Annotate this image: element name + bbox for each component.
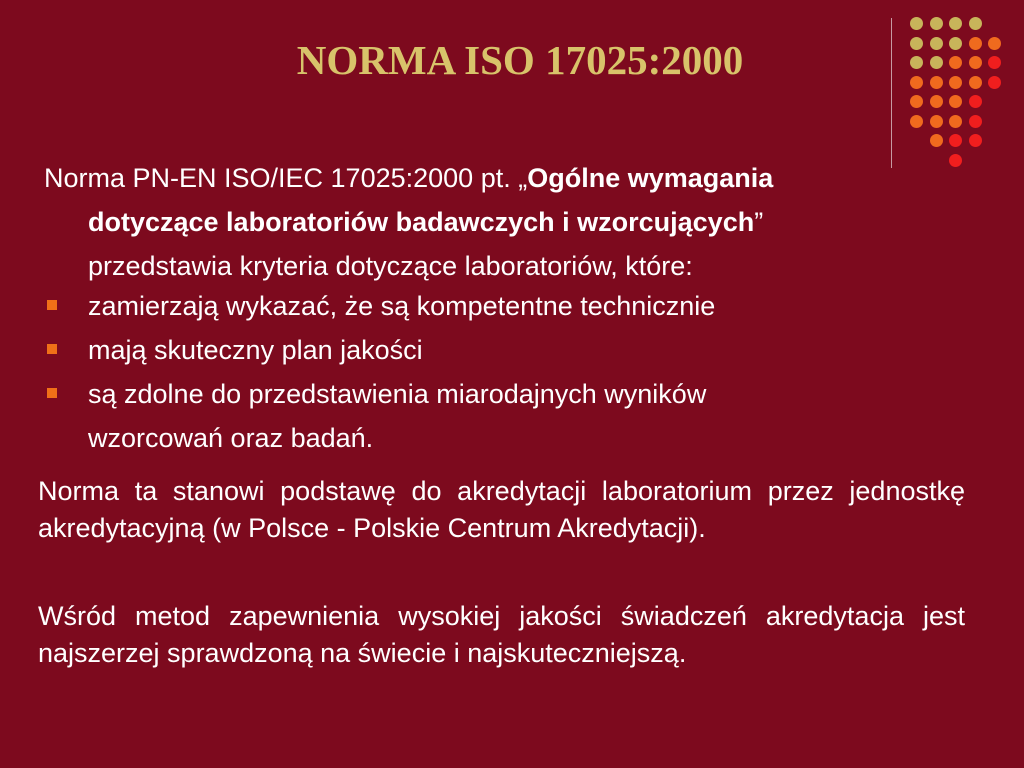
decorative-dot — [988, 37, 1001, 50]
decorative-dot — [910, 95, 923, 108]
list-item-text-continued: wzorcowań oraz badań. — [88, 423, 374, 453]
decorative-dot — [930, 95, 943, 108]
slide-title: NORMA ISO 17025:2000 — [296, 37, 744, 83]
decorative-dot — [930, 134, 943, 147]
list-item — [44, 372, 944, 460]
decorative-dot — [949, 134, 962, 147]
decorative-dot — [949, 56, 962, 69]
quality-methods-paragraph: Wśród metod zapewnienia wysokiej jakości świadczeń akredytacja jest najszerzej sprawdzoną na świecie i najskuteczniejszą. — [38, 601, 965, 668]
decorative-dot — [930, 115, 943, 128]
decorative-dot — [988, 56, 1001, 69]
decorative-dot — [969, 134, 982, 147]
decorative-dot — [969, 17, 982, 30]
decorative-dot — [988, 76, 1001, 89]
list-item — [44, 284, 944, 328]
decorative-dot — [910, 56, 923, 69]
intro-line-3: przedstawia kryteria dotyczące laboratoriów, które: — [88, 251, 693, 281]
decorative-dot — [969, 76, 982, 89]
decorative-dot — [910, 76, 923, 89]
decorative-dot — [930, 37, 943, 50]
accreditation-paragraph: Norma ta stanowi podstawę do akredytacji laboratorium przez jednostkę akredytacyjną (w Polsce - Polskie Centrum Akredytacji). — [38, 476, 965, 543]
decorative-dot — [969, 115, 982, 128]
bullet-square-icon — [47, 344, 57, 354]
list-item — [44, 328, 944, 372]
intro-prefix: Norma PN-EN ISO/IEC 17025:2000 pt. „ — [44, 163, 528, 193]
bullet-square-icon — [47, 388, 57, 398]
intro-paragraph — [44, 156, 974, 288]
intro-line-1 — [44, 156, 974, 200]
decorative-dot — [949, 17, 962, 30]
decorative-dot — [910, 17, 923, 30]
intro-suffix: ” — [754, 207, 764, 237]
decorative-dot — [949, 115, 962, 128]
intro-line-2 — [44, 200, 974, 244]
criteria-list — [44, 284, 944, 460]
decorative-dot — [969, 95, 982, 108]
decorative-dot — [969, 56, 982, 69]
decorative-dot — [910, 37, 923, 50]
decorative-dot — [949, 37, 962, 50]
decorative-dot — [949, 95, 962, 108]
list-item-text: mają skuteczny plan jakości — [88, 335, 423, 365]
decorative-dot — [969, 37, 982, 50]
decorative-dot — [930, 56, 943, 69]
intro-bold-1: Ogólne wymagania — [527, 163, 774, 193]
intro-bold-2: dotyczące laboratoriów badawczych i wzorcujących — [88, 207, 755, 237]
bullet-square-icon — [47, 300, 57, 310]
decorative-dot — [949, 76, 962, 89]
decorative-dot — [930, 76, 943, 89]
decorative-dot — [930, 17, 943, 30]
list-item-text: są zdolne do przedstawienia miarodajnych wyników — [88, 379, 707, 409]
decorative-dot — [910, 115, 923, 128]
list-item-text: zamierzają wykazać, że są kompetentne technicznie — [88, 291, 716, 321]
